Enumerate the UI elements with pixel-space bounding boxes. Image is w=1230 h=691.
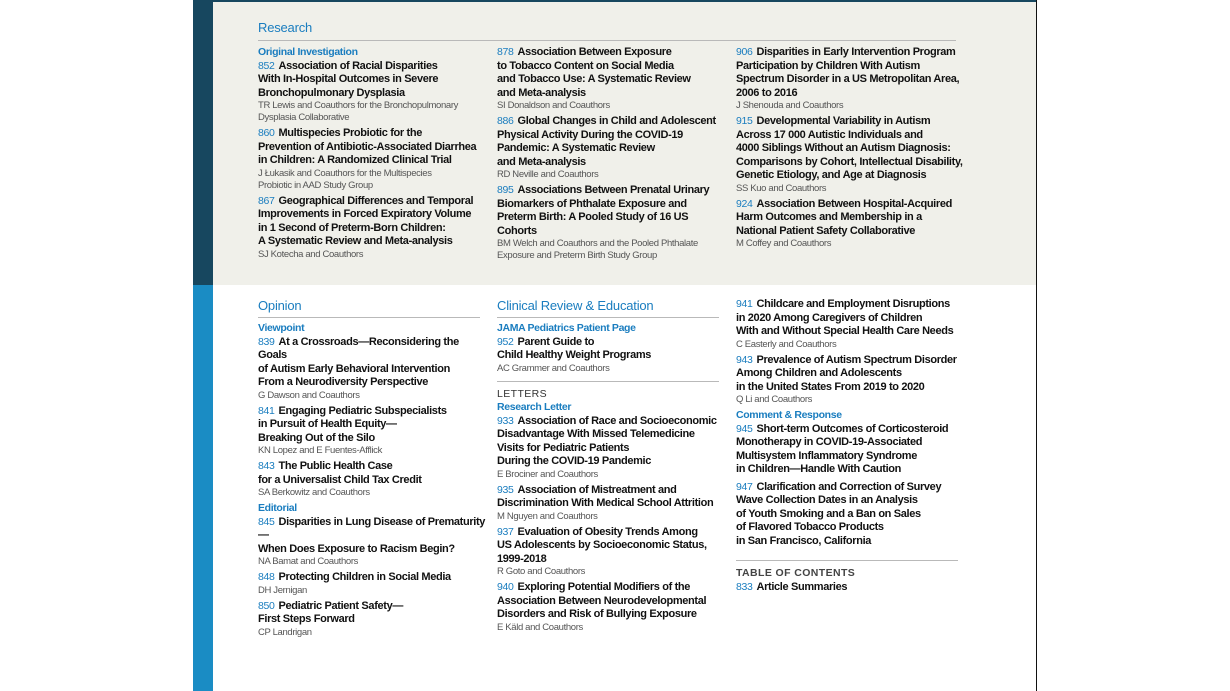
article-entry <box>258 600 486 639</box>
author-line: C Easterly and Coauthors <box>736 338 837 350</box>
article-authors <box>258 585 486 597</box>
article-title-line <box>736 494 966 508</box>
article-title: in San Francisco, California <box>736 534 872 547</box>
letters-col-3 <box>736 298 966 598</box>
article-title-line <box>497 129 725 143</box>
article-title: of Autism Early Behavioral Intervention <box>258 362 450 375</box>
author-line: DH Jernigan <box>258 584 307 596</box>
article-authors <box>258 100 486 124</box>
article-list <box>736 423 966 553</box>
article-title-line <box>497 497 725 511</box>
article-title-line <box>736 198 966 212</box>
article-list <box>497 336 725 375</box>
page-number: 841 <box>258 404 275 417</box>
article-title: and Meta-analysis <box>497 155 586 168</box>
article-title: Multisystem Inflammatory Syndrome <box>736 449 917 462</box>
article-title-line <box>497 46 725 60</box>
article-title-line <box>258 516 486 543</box>
side-bar-dark <box>193 0 213 285</box>
article-title-line <box>258 613 486 627</box>
article-authors <box>497 100 725 112</box>
author-line: SA Berkowitz and Coauthors <box>258 487 370 498</box>
article-title: At a Crossroads—Reconsidering the Goals <box>258 335 459 361</box>
article-title-line <box>497 455 725 469</box>
page-number: 937 <box>497 525 514 538</box>
opinion-heading: Opinion <box>258 298 302 313</box>
article-title: Association Between Exposure <box>517 46 672 58</box>
article-title-line <box>258 235 486 249</box>
page-number: 843 <box>258 460 275 472</box>
article-authors <box>497 238 725 262</box>
article-title: 2006 to 2016 <box>736 86 798 99</box>
author-line: KN Lopez and E Fuentes-Afflick <box>258 445 382 456</box>
article-title: Genetic Etiology, and Age at Diagnosis <box>736 169 927 181</box>
article-entry <box>736 298 966 351</box>
article-title: Engaging Pediatric Subspecialists <box>278 404 447 417</box>
article-title-line <box>258 418 486 432</box>
article-title-line <box>258 154 486 168</box>
article-entry <box>497 46 725 112</box>
article-title-line <box>497 539 725 553</box>
page-number: 860 <box>258 127 275 139</box>
article-title: Physical Activity During the COVID-19 <box>497 128 683 141</box>
article-title-line <box>497 115 725 129</box>
author-line: SS Kuo and Coauthors <box>736 182 827 194</box>
page-number: 850 <box>258 599 275 612</box>
article-authors <box>736 394 966 406</box>
article-title-line <box>497 73 725 87</box>
article-title-line <box>258 474 486 488</box>
page-number: 933 <box>497 414 514 427</box>
article-title: Protecting Children in Social Media <box>278 571 451 583</box>
article-list <box>258 336 486 500</box>
article-title: Association of Racial Disparities <box>278 59 438 72</box>
article-authors <box>258 445 486 457</box>
article-authors <box>736 100 966 112</box>
article-title: A Systematic Review and Meta-analysis <box>258 235 453 247</box>
article-title: and Tobacco Use: A Systematic Review <box>497 73 691 85</box>
page-number: 895 <box>497 184 514 196</box>
article-title: Participation by Children With Autism <box>736 59 920 72</box>
article-authors <box>258 556 486 568</box>
article-title-line <box>258 87 486 101</box>
article-title-line <box>258 571 486 585</box>
page-number: 947 <box>736 480 753 493</box>
page-number: 845 <box>258 515 275 528</box>
article-authors <box>258 390 486 402</box>
article-title: in Pursuit of Health Equity— <box>258 418 397 430</box>
article-title: Evaluation of Obesity Trends Among <box>517 525 698 538</box>
letters-rule <box>497 381 719 382</box>
article-title: Associations Between Prenatal Urinary <box>517 184 710 196</box>
article-authors <box>497 363 725 375</box>
article-authors <box>497 169 725 181</box>
article-title-line <box>258 336 486 363</box>
article-entry <box>258 336 486 402</box>
article-list <box>497 415 725 634</box>
article-title: Across 17 000 Autistic Individuals and <box>736 128 923 141</box>
article-title: Pandemic: A Systematic Review <box>497 142 655 154</box>
article-title: Clarification and Correction of Survey <box>756 480 942 493</box>
clinical-col <box>497 322 725 637</box>
article-title-line <box>736 581 966 595</box>
research-heading: Research <box>258 20 313 35</box>
opinion-rule <box>258 317 480 318</box>
article-title-line <box>258 376 486 390</box>
article-title-line <box>736 325 966 339</box>
research-col-3 <box>736 46 966 253</box>
article-authors <box>736 238 966 250</box>
page-number: 852 <box>258 59 275 72</box>
article-title: Association of Mistreatment and <box>517 483 677 496</box>
article-title: Parent Guide to <box>517 335 595 348</box>
article-entry <box>736 581 966 599</box>
author-line: SJ Kotecha and Coauthors <box>258 248 364 260</box>
article-title: in 1 Second of Preterm-Born Children: <box>258 221 446 234</box>
article-authors <box>258 487 486 499</box>
article-entry <box>497 415 725 481</box>
author-line: TR Lewis and Coauthors for the Bronchopulmonary <box>258 100 459 111</box>
article-title: Harm Outcomes and Membership in a <box>736 211 922 223</box>
article-title-line <box>736 354 966 368</box>
article-title: Multispecies Probiotic for the <box>278 127 423 139</box>
page-number: 924 <box>736 197 753 210</box>
article-title-line <box>497 581 725 595</box>
article-title: Child Healthy Weight Programs <box>497 349 652 361</box>
article-title-line <box>258 141 486 155</box>
article-title: During the COVID-19 Pandemic <box>497 455 652 467</box>
clinical-heading: Clinical Review & Education <box>497 298 654 313</box>
article-title-line <box>497 553 725 567</box>
article-entry <box>258 516 486 569</box>
article-entry <box>258 405 486 458</box>
page-number: 833 <box>736 580 753 593</box>
article-title: Association Between Neurodevelopmental <box>497 594 707 607</box>
article-title-line <box>736 381 966 395</box>
patient-page-label: JAMA Pediatrics Patient Page <box>497 322 636 334</box>
article-title: When Does Exposure to Racism Begin? <box>258 542 455 555</box>
article-title: in 2020 Among Caregivers of Children <box>736 311 923 324</box>
article-title: and Meta-analysis <box>497 86 586 99</box>
clinical-rule <box>497 317 719 318</box>
article-title-line <box>497 526 725 540</box>
opinion-col <box>258 322 486 642</box>
article-entry <box>497 336 725 375</box>
author-line: Q Li and Coauthors <box>736 394 813 405</box>
article-title-line <box>736 436 966 450</box>
article-title-line <box>258 460 486 474</box>
author-line: CP Landrigan <box>258 626 312 638</box>
article-authors <box>258 168 486 192</box>
article-entry <box>736 115 966 195</box>
article-title: to Tobacco Content on Social Media <box>497 59 674 72</box>
article-title-line <box>736 508 966 522</box>
article-title: Disorders and Risk of Bullying Exposure <box>497 608 697 620</box>
toc-label: TABLE OF CONTENTS <box>736 567 856 579</box>
page-right-border <box>1036 0 1037 691</box>
article-title: Comparisons by Cohort, Intellectual Disability, <box>736 155 963 168</box>
article-title: Global Changes in Child and Adolescent <box>517 115 716 127</box>
page-number: 848 <box>258 571 275 583</box>
article-title-line <box>736 463 966 477</box>
author-line: BM Welch and Coauthors and the Pooled Phthalate <box>497 238 698 249</box>
article-title: Biomarkers of Phthalate Exposure and <box>497 197 687 210</box>
page-number: 878 <box>497 46 514 58</box>
author-line: G Dawson and Coauthors <box>258 389 360 401</box>
article-title: Pediatric Patient Safety— <box>278 599 404 612</box>
article-title-line <box>736 129 966 143</box>
author-line: R Goto and Coauthors <box>497 566 586 577</box>
article-title-line <box>497 60 725 74</box>
article-title-line <box>736 46 966 60</box>
page-number: 943 <box>736 353 753 366</box>
article-title: Bronchopulmonary Dysplasia <box>258 86 405 99</box>
toc-rule <box>736 560 958 561</box>
article-title: Prevalence of Autism Spectrum Disorder <box>756 353 957 366</box>
article-title-line <box>258 600 486 614</box>
article-title-line <box>258 432 486 446</box>
article-entry <box>497 484 725 523</box>
article-entry <box>736 198 966 251</box>
article-authors <box>497 622 725 634</box>
article-entry <box>736 481 966 553</box>
article-title: Improvements in Forced Expiratory Volume <box>258 208 472 220</box>
article-title: of Flavored Tobacco Products <box>736 521 884 533</box>
author-line: E Brociner and Coauthors <box>497 468 598 480</box>
article-authors <box>258 627 486 639</box>
article-title-line <box>736 169 966 183</box>
article-title-line <box>736 60 966 74</box>
article-title-line <box>736 87 966 101</box>
article-title: of Youth Smoking and a Ban on Sales <box>736 507 921 520</box>
side-bar-blue <box>193 285 213 691</box>
toc-page <box>193 0 1037 691</box>
article-title: Preterm Birth: A Pooled Study of 16 US Cohorts <box>497 211 689 237</box>
article-title-line <box>258 208 486 222</box>
comment-response-label: Comment & Response <box>736 409 842 421</box>
page-number: 915 <box>736 115 753 127</box>
article-title-line <box>736 156 966 170</box>
article-title: for a Universalist Child Tax Credit <box>258 473 422 486</box>
author-line: J Łukasik and Coauthors for the Multispecies <box>258 167 432 179</box>
article-title: Association of Race and Socioeconomic <box>517 414 717 427</box>
spacer <box>736 594 966 598</box>
article-title-line <box>736 535 966 549</box>
viewpoint-label: Viewpoint <box>258 322 305 334</box>
article-title-line <box>258 543 486 557</box>
article-entry <box>736 46 966 112</box>
top-rule <box>193 0 1037 2</box>
article-entry <box>497 526 725 579</box>
author-line: E Käld and Coauthors <box>497 621 583 633</box>
article-list <box>736 298 966 406</box>
article-entry <box>258 127 486 192</box>
article-title: Short-term Outcomes of Corticosteroid <box>756 422 949 435</box>
article-title-line <box>258 60 486 74</box>
article-authors <box>497 469 725 481</box>
article-title: National Patient Safety Collaborative <box>736 224 915 237</box>
article-title-line <box>736 450 966 464</box>
article-title: 4000 Siblings Without an Autism Diagnosis: <box>736 142 951 154</box>
author-line: M Coffey and Coauthors <box>736 238 832 249</box>
article-title-line <box>258 363 486 377</box>
article-title-line <box>736 423 966 437</box>
author-line: NA Bamat and Coauthors <box>258 556 359 567</box>
article-title: 1999-2018 <box>497 552 547 565</box>
page-number: 886 <box>497 115 514 127</box>
article-entry <box>258 60 486 125</box>
article-title: Prevention of Antibiotic-Associated Diarrhea <box>258 140 477 153</box>
article-title-line <box>497 336 725 350</box>
article-title-line <box>497 142 725 156</box>
article-title: With In-Hospital Outcomes in Severe <box>258 73 439 85</box>
article-list <box>258 516 486 639</box>
article-authors <box>258 249 486 261</box>
article-title-line <box>258 73 486 87</box>
page-number: 940 <box>497 581 514 593</box>
article-title: Breaking Out of the Silo <box>258 431 375 444</box>
article-list <box>736 46 966 250</box>
spacer <box>736 548 966 552</box>
page-number: 941 <box>736 298 753 310</box>
article-title: US Adolescents by Socioeconomic Status, <box>497 539 707 551</box>
article-title: The Public Health Case <box>278 460 393 472</box>
article-title-line <box>497 156 725 170</box>
article-entry <box>258 195 486 261</box>
article-entry <box>497 184 725 262</box>
article-title: From a Neurodiversity Perspective <box>258 376 429 388</box>
page-number: 945 <box>736 422 753 435</box>
article-title-line <box>736 115 966 129</box>
letters-label: LETTERS <box>497 387 548 400</box>
article-title: Association Between Hospital-Acquired <box>756 197 952 210</box>
page-number: 867 <box>258 194 275 207</box>
article-entry <box>497 115 725 181</box>
article-title-line <box>736 312 966 326</box>
research-letter-label: Research Letter <box>497 401 572 413</box>
research-col-2 <box>497 46 725 265</box>
article-title-line <box>736 142 966 156</box>
author-line: RD Neville and Coauthors <box>497 169 599 180</box>
article-title: Developmental Variability in Autism <box>756 115 931 127</box>
page-number: 952 <box>497 335 514 348</box>
article-title-line <box>258 127 486 141</box>
article-title-line <box>258 405 486 419</box>
article-title-line <box>497 428 725 442</box>
article-title: Disparities in Early Intervention Program <box>756 46 956 58</box>
article-authors <box>497 566 725 578</box>
article-title-line <box>497 184 725 198</box>
article-title: in Children: A Randomized Clinical Trial <box>258 154 452 166</box>
article-title: Among Children and Adolescents <box>736 367 902 379</box>
editorial-label: Editorial <box>258 502 297 514</box>
article-title: With and Without Special Health Care Needs <box>736 325 954 337</box>
author-line: SI Donaldson and Coauthors <box>497 100 610 111</box>
author-line: AC Grammer and Coauthors <box>497 362 610 374</box>
article-authors <box>736 183 966 195</box>
article-title: Geographical Differences and Temporal <box>278 194 474 207</box>
article-entry <box>258 571 486 597</box>
article-entry <box>736 423 966 481</box>
article-title: Discrimination With Medical School Attrition <box>497 497 714 509</box>
article-title: Visits for Pediatric Patients <box>497 441 630 454</box>
original-investigation-label: Original Investigation <box>258 46 358 58</box>
article-title-line <box>497 415 725 429</box>
article-title: Disadvantage With Missed Telemedicine <box>497 428 695 440</box>
article-title-line <box>497 198 725 212</box>
article-title: Exploring Potential Modifiers of the <box>517 581 691 593</box>
article-list <box>497 46 725 262</box>
article-title: in the United States From 2019 to 2020 <box>736 380 925 393</box>
author-line: Probiotic in AAD Study Group <box>258 179 373 191</box>
article-title-line <box>736 298 966 312</box>
article-entry <box>258 460 486 499</box>
article-title-line <box>497 349 725 363</box>
article-authors <box>736 339 966 351</box>
article-title-line <box>736 481 966 495</box>
article-title-line <box>736 521 966 535</box>
research-col-1 <box>258 46 486 264</box>
article-entry <box>497 581 725 634</box>
article-title-line <box>497 211 725 238</box>
article-title-line <box>497 442 725 456</box>
page-number: 935 <box>497 483 514 496</box>
article-title: in Children—Handle With Caution <box>736 463 902 475</box>
article-title: Monotherapy in COVID-19-Associated <box>736 436 923 448</box>
author-line: J Shenouda and Coauthors <box>736 100 844 111</box>
article-title-line <box>736 211 966 225</box>
page-number: 906 <box>736 46 753 58</box>
article-title-line <box>497 595 725 609</box>
article-title-line <box>736 367 966 381</box>
article-authors <box>497 511 725 523</box>
research-rule <box>258 40 956 41</box>
article-title: Wave Collection Dates in an Analysis <box>736 494 918 506</box>
article-title-line <box>497 608 725 622</box>
author-line: Dysplasia Collaborative <box>258 112 350 123</box>
page-number: 839 <box>258 335 275 348</box>
article-entry <box>736 354 966 407</box>
article-title: Disparities in Lung Disease of Prematurity— <box>258 515 486 541</box>
article-title-line <box>258 222 486 236</box>
article-title-line <box>736 73 966 87</box>
article-title-line <box>736 225 966 239</box>
author-line: Exposure and Preterm Birth Study Group <box>497 250 657 261</box>
article-title: Article Summaries <box>756 580 848 593</box>
article-title: Spectrum Disorder in a US Metropolitan Area, <box>736 73 960 85</box>
article-list <box>736 581 966 599</box>
article-title: Childcare and Employment Disruptions <box>756 298 950 310</box>
author-line: M Nguyen and Coauthors <box>497 510 598 522</box>
article-title-line <box>497 87 725 101</box>
article-title-line <box>258 195 486 209</box>
article-list <box>258 60 486 261</box>
article-title: First Steps Forward <box>258 613 355 625</box>
article-title-line <box>497 484 725 498</box>
